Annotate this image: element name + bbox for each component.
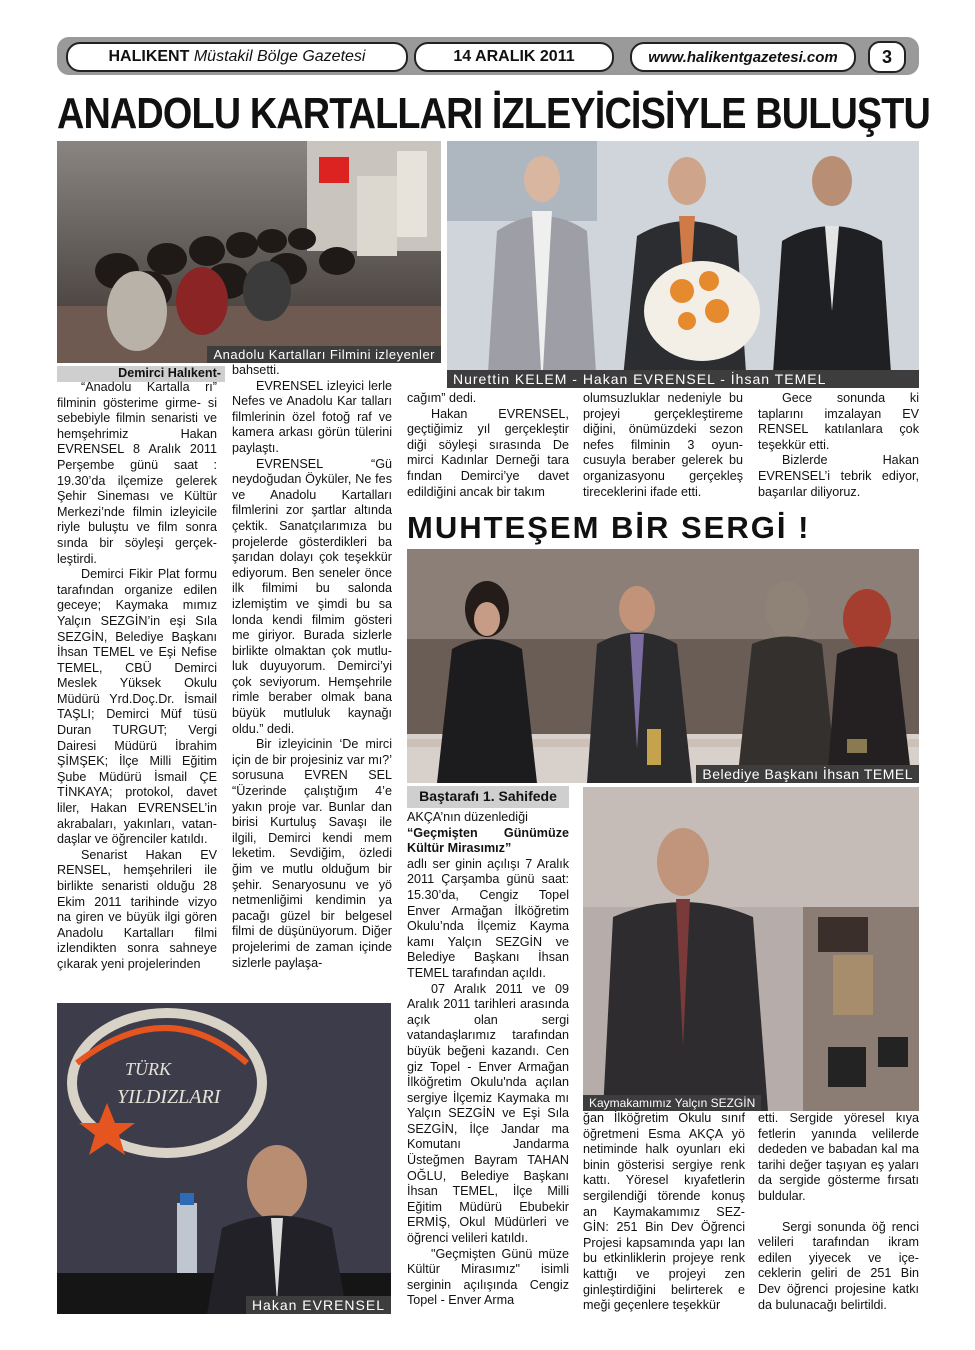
paragraph: cağım” dedi.: [407, 391, 477, 405]
paragraph: bahsetti.: [232, 363, 280, 377]
article2-column-1: [407, 810, 569, 1309]
paragraph: Bizlerde Hakan EVRENSEL’i tebrik ediyor, başarılar diliyoruz.: [758, 453, 919, 499]
paragraph: ğan İlköğretim Okulu sınıf öğretmeni Esma AKÇA yö netiminde halk oyunları eki binin gösterisi sergiye renk kattı. Yöresel kıyafetlerin sergilendiği törende konuş an Kaymakamımız SEZ- GİN: 251 Bin Dev Öğrenci Projesi kapsamında yapı lan bu etkinliklerin projeye renk kattığı ve projeyi zen ginleştirdiğini belirterek e meği geçenlere teşekkür: [583, 1111, 745, 1313]
paper-tagline: Müstakil Bölge Gazetesi: [193, 48, 366, 65]
governor-photo: [583, 787, 919, 1111]
article1-column-3: [407, 391, 569, 500]
logo-text-1: TÜRK: [125, 1059, 172, 1079]
exhibit-photo: [407, 549, 919, 783]
paper-name-pill: [66, 42, 408, 72]
exhibit-caption: Belediye Başkanı İhsan TEMEL: [696, 765, 919, 783]
guests-photo: [447, 141, 919, 388]
exhibit-title: “Geçmişten Günümüze Kültür Mirasımız”: [407, 825, 569, 856]
paragraph: Bir izleyicinin ‘De mirci için de bir projesiniz var mı?’ sorusuna EVREN SEL “Üzerinde çalıştığım 4’e yakın proje var. Bunlar dan birisi Kurtuluş Savaşı ile ilgili, Demirci kendi mem leketim. Sevdiğim, özledi ğim ve mutlu olduğum bir şehir. Senaryosunu ve yö netmenliğimi kendimin ya pacağı güzel bir belgesel filmi de düşünüyorum. Diğer projelerimi de zaman içinde sizlerle paylaşa-: [232, 737, 392, 970]
exhibit-headline: MUHTEŞEM BİR SERGİ !: [407, 510, 811, 545]
paragraph: olumsuzluklar nedeniyle bu projeyi gerçekleştireme diğini, önümüzdeki sezon nefes filminin 3 oyun- cusuyla beraber gelerek bu organizasyonu gerçekleş tireceklerini ifade etti.: [583, 391, 743, 499]
page-number: 3: [868, 41, 906, 73]
paragraph: "Geçmişten Günü müze Kültür Mirasımız" isimli serginin açılışında Cengiz Topel - Enver Arma: [407, 1246, 569, 1308]
article1-column-4: [583, 391, 743, 500]
paragraph: “Anadolu Kartalla rı” filminin gösterime girme- si sebebiyle filmin senaristi ve hemşehrimiz Hakan EVRENSEL 8 Aralık 2011 Perşembe günü saat : 19.30’da ilçemize gelerek Şehir Sineması ve Kültür Merkezi’nde filmin izleyicile riyle buluştu ve film sonra sında bir söyleşi gerçek- leştirdi.: [57, 380, 217, 566]
director-caption: Hakan EVRENSEL: [246, 1296, 391, 1314]
paper-name: HALIKENT: [108, 48, 190, 65]
paragraph: EVRENSEL “Gü neydoğudan Öyküler, Ne fes ve Anadolu Kartalları filmlerini zor şartlar altında çektik. Sanatçılarımıza bu projelerde gösterdikleri ba şarıdan dolayı çok teşekkür ediyorum. Ben seneler önce ilk filmimi bu salonda izlemiştim ve şimdi bu sa londa kendi filmim gösteri me giriyor. Burada sizlerle birlikte olmaktan çok mutlu- luk duyuyorum. Demirci’yi çok seviyorum. Hemşehrile rimle beraber olmak bana büyük mutluluk kaynağı oldu.” dedi.: [232, 456, 392, 736]
paragraph: Hakan EVRENSEL, geçtiğimiz yıl gerçekleştir diği söyleşi sırasında De mirci Kadınlar Derneği tara fından Demirci’ye davet edildiğini ancak bir takım: [407, 406, 569, 499]
director-photo: [57, 1003, 391, 1314]
paragraph: Demirci Fikir Plat formu tarafından organize edilen geceye; Kaymaka mımız Yalçın SEZGİN’in eşi Sıla SEZGİN, Belediye Başkanı İhsan TEMEL ve Eşi Nefise TEMEL, CBÜ Demirci Meslek Yüksek Okulu Müdürü Yrd.Doç.Dr. İsmail TAŞLI; Demirci Müf tüsü Duran TURGUT; Vergi Dairesi Müdürü İbrahim ŞİMŞEK; İlçe Milli Eğitim Şube Müdürü İsmail ÇE TİNKAYA; protokol, davet liler, Hakan EVRENSEL’in akrabaları, yakınları, vatan- daşlar ve öğrenciler katıldı.: [57, 567, 217, 847]
article1-column-5: [758, 391, 919, 500]
paragraph: Gece sonunda ki taplarını imzalayan EV RENSEL katılanlara çok teşekkür etti.: [758, 391, 919, 452]
paragraph: 07 Aralık 2011 ve 09 Aralık 2011 tarihleri arasında açık olan sergi vatandaşlarımız tarafından büyük beğeni kazandı. Cen giz Topel - Enver Armağan İlköğretim Okulu'nda açılan sergiye İlçemiz Kaymaka mı Yalçın SEZGİN ve Eşi Sıla SEZGİN, İlçe Jandar ma Komutanı Jandarma Üsteğmen Bayram TAHAN OĞLU, Belediye Başkanı İhsan TEMEL, İlçe Milli Eğitim Müdürü Ebubekir ERMİŞ, Okul Müdürleri ve öğrenci velileri katıldı.: [407, 981, 569, 1246]
paragraph: Sergi sonunda öğ renci velileri tarafından ikram edilen yiyecek ve içe- ceklerin geliri de 251 Bin Dev öğrenci projesine katkı da bulunacağı belirtildi.: [758, 1219, 919, 1312]
issue-date: 14 ARALIK 2011: [414, 42, 614, 72]
article1-column-2: [232, 363, 392, 971]
paragraph: Senarist Hakan EV RENSEL, hemşehrileri ile birlikte senaristi olduğu 28 Ekim 2011 tarihinde vizyo na giren ve büyük ilgi gören Anadolu Kartalları filmi izlendikten sonra sahneye çıkarak yeni projelerinden: [57, 847, 217, 971]
paragraph: etti. Sergide yöresel kıya fetlerin yanında velilerde dededen ve babadan kal ma tarihi değer taşıyan eş yaları da sergide gösterme fırsatı buldular.: [758, 1111, 919, 1203]
article-byline: Demirci Halıkent-: [57, 366, 225, 382]
main-headline: ANADOLU KARTALLARI İZLEYİCİSİYLE BULUŞTU: [57, 89, 931, 138]
article2-column-3: [758, 1111, 919, 1313]
audience-photo: [57, 141, 441, 363]
audience-caption: Anadolu Kartalları Filmini izleyenler: [207, 346, 441, 363]
paragraph: adlı ser ginin açılışı 7 Aralık 2011 Çarşamba günü saat: 15.30’da, Cengiz Topel Enver Armağan İlköğretim Okulu’nda İlçemiz Kayma kamı Yalçın SEZGİN ve Belediye Başkanı İhsan TEMEL tarafından açıldı.: [407, 856, 569, 980]
article1-column-1: [57, 380, 217, 973]
guests-caption: Nurettin KELEM - Hakan EVRENSEL - İhsan TEMEL: [447, 370, 919, 388]
governor-caption: Kaymakamımız Yalçın SEZGİN: [583, 1095, 761, 1111]
article2-column-2: [583, 1111, 745, 1314]
continued-label: Baştarafı 1. Sahifede: [407, 786, 569, 808]
website-link[interactable]: www.halikentgazetesi.com: [630, 42, 856, 72]
logo-text-2: YILDIZLARI: [117, 1086, 221, 1108]
paragraph: EVRENSEL izleyici lerle Nefes ve Anadolu Kar talları filmlerinin özel fotoğ raf ve kamera arkası görün tülerini paylaştı.: [232, 378, 392, 455]
paragraph: AKÇA’nın düzenlediği: [407, 810, 528, 824]
